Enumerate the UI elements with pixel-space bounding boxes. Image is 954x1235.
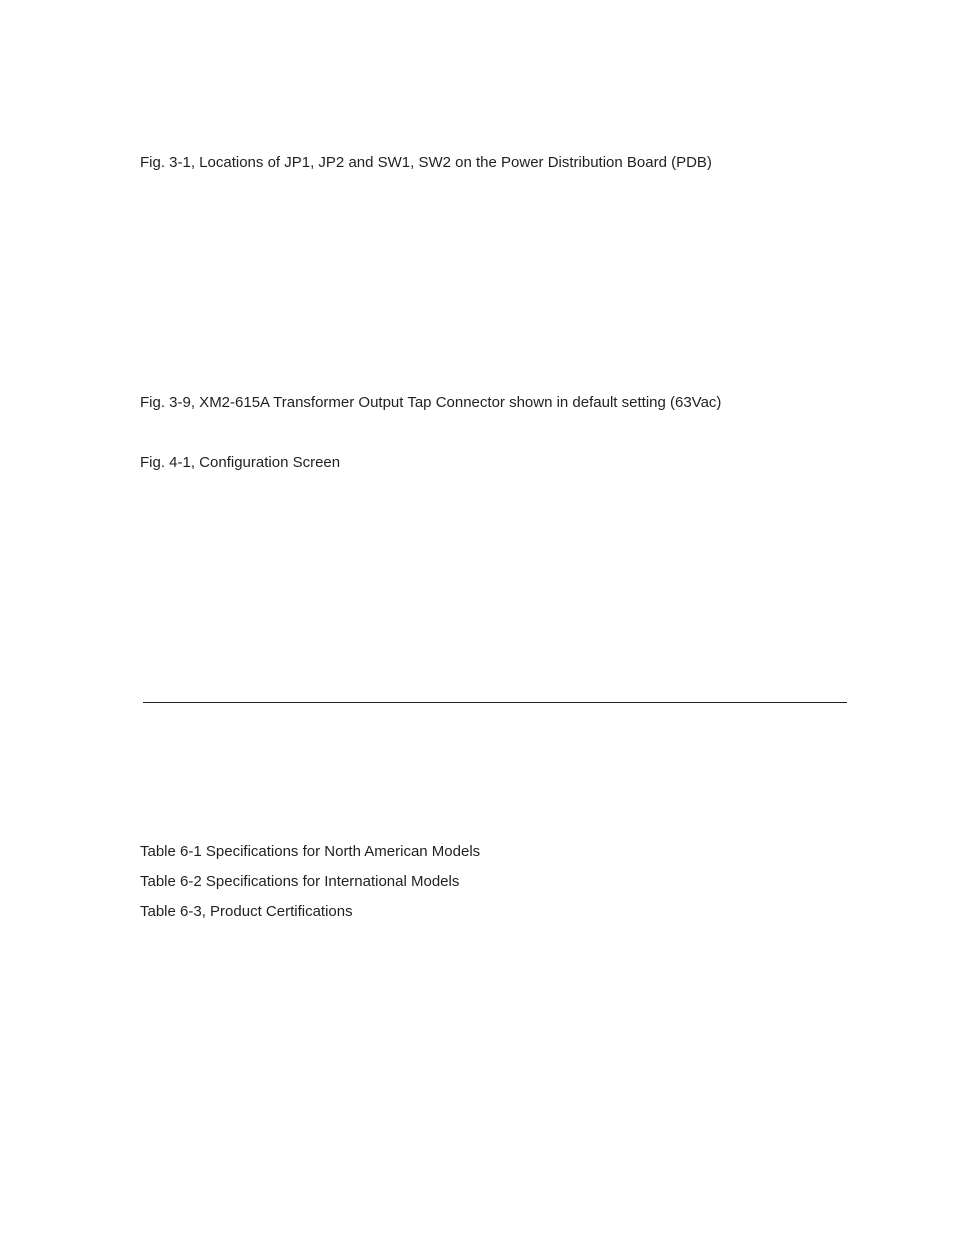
figure-caption-3-1: Fig. 3-1, Locations of JP1, JP2 and SW1, SW2 on the Power Distribution Board (PDB) <box>140 154 712 171</box>
table-caption-6-1: Table 6-1 Specifications for North American Models <box>140 843 481 860</box>
section-divider <box>143 702 847 703</box>
table-caption-6-3: Table 6-3, Product Certifications <box>140 903 353 920</box>
figure-caption-4-1: Fig. 4-1, Configuration Screen <box>140 454 341 471</box>
table-caption-6-2: Table 6-2 Specifications for International Models <box>140 873 460 890</box>
figure-caption-3-9: Fig. 3-9, XM2-615A Transformer Output Tap Connector shown in default setting (63Vac) <box>140 394 722 411</box>
